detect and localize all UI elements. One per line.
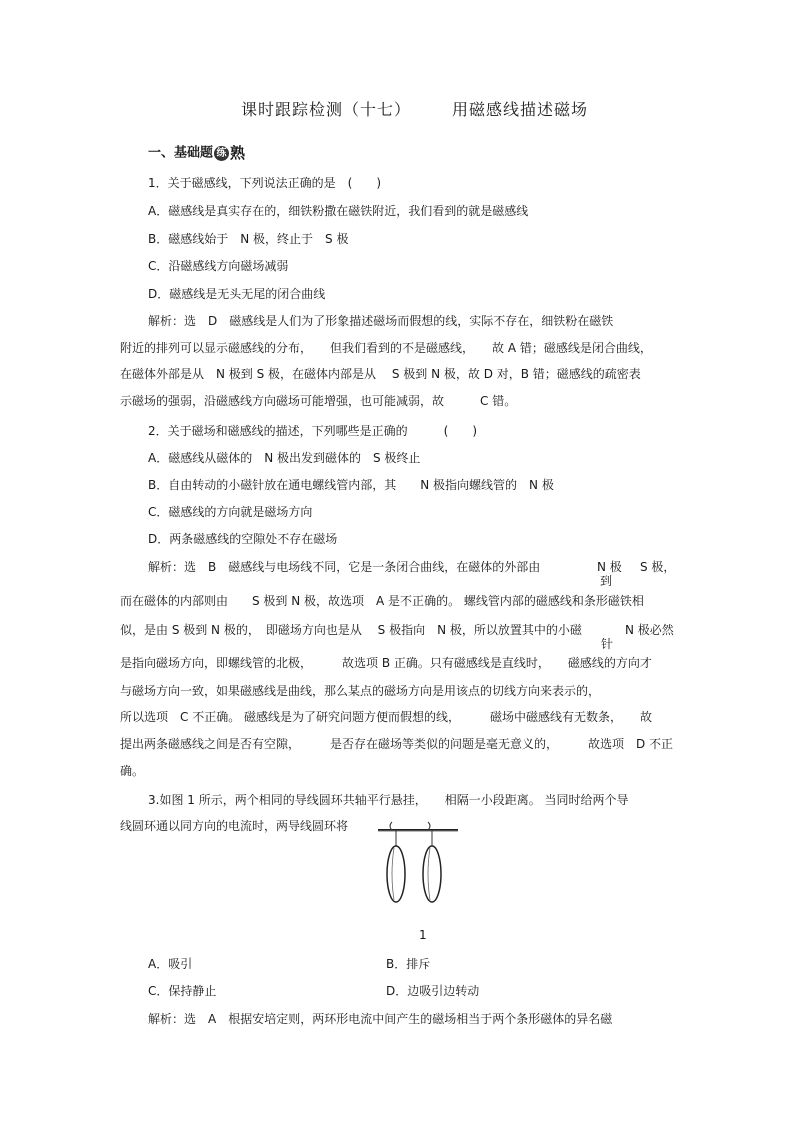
q3-explanation-1: 解析：选 A 根据安培定则，两环形电流中间产生的磁场相当于两个条形磁体的异名磁 xyxy=(148,1012,613,1026)
q2-explanation-6: 所以选项 C 不正确。 磁感线是为了研究问题方便而假想的线， 磁场中磁感线有无数条， 故 xyxy=(120,710,653,724)
two-hanging-coils-figure xyxy=(370,818,470,908)
q3-stem-1: 3.如图 1 所示，两个相同的导线圆环共轴平行悬挂， 相隔一小段距离。 当同时给两个导 xyxy=(148,793,629,807)
q1-stem: 1．关于磁感线，下列说法正确的是 ( ) xyxy=(148,176,381,190)
q2-explanation-3b: 针 xyxy=(601,637,614,651)
q2-option-c: C．磁感线的方向就是磁场方向 xyxy=(148,505,313,519)
q1-option-c: C．沿磁感线方向磁场减弱 xyxy=(148,259,289,273)
section-label: 一、基础题 xyxy=(148,145,214,161)
section-badge: 练 xyxy=(214,146,229,161)
q3-option-c: C．保持静止 xyxy=(148,984,217,998)
q2-explanation-1a: 解析：选 B 磁感线与电场线不同，它是一条闭合曲线，在磁体的外部由 xyxy=(148,560,541,574)
q2-option-b: B．自由转动的小磁针放在通电螺线管内部，其 N 极指向螺线管的 N 极 xyxy=(148,478,554,492)
page-title: 课时跟踪检测（十七） xyxy=(241,100,412,119)
right-hanger-bracket xyxy=(428,822,430,830)
q2-explanation-8: 确。 xyxy=(120,764,145,778)
q2-explanation-5: 与磁场方向一致，如果磁感线是曲线，那么某点的磁场方向是用该点的切线方向来表示的， xyxy=(120,684,601,698)
q2-explanation-3c: N 极必然 xyxy=(625,623,674,637)
figure-label: 1 xyxy=(419,928,427,942)
right-coil-inner-wire xyxy=(428,848,430,900)
q2-explanation-3a: 似，是由 S 极到 N 极的， 即磁场方向也是从 S 极指向 N 极，所以放置其中的小磁 xyxy=(120,623,582,637)
left-coil-inner-wire xyxy=(392,848,394,900)
q1-option-a: A．磁感线是真实存在的，细铁粉撒在磁铁附近，我们看到的就是磁感线 xyxy=(148,204,529,218)
left-coil xyxy=(387,846,405,902)
q2-explanation-2: 而在磁体的内部则由 S 极到 N 极，故选项 A 是不正确的。 螺线管内部的磁感线和条形磁铁相 xyxy=(120,594,644,608)
q2-option-d: D．两条磁感线的空隙处不存在磁场 xyxy=(148,532,338,546)
q1-explanation-4: 示磁场的强弱，沿磁感线方向磁场可能增强，也可能减弱，故 C 错。 xyxy=(120,394,517,408)
q3-stem-2: 线圆环通以同方向的电流时，两导线圆环将 xyxy=(120,819,349,833)
q1-explanation-3: 在磁体外部是从 N 极到 S 极，在磁体内部是从 S 极到 N 极，故 D 对，B 错；磁感线的疏密表 xyxy=(120,367,641,381)
q1-explanation-2: 附近的排列可以显示磁感线的分布， 但我们看到的不是磁感线， 故 A 错；磁感线是闭合曲线， xyxy=(120,341,652,355)
q3-option-d: D．边吸引边转动 xyxy=(386,984,480,998)
q2-option-a: A．磁感线从磁体的 N 极出发到磁体的 S 极终止 xyxy=(148,451,421,465)
q1-option-d: D．磁感线是无头无尾的闭合曲线 xyxy=(148,287,326,301)
q3-option-a: A．吸引 xyxy=(148,957,193,971)
section-heading xyxy=(148,145,245,162)
q1-explanation-1: 解析：选 D 磁感线是人们为了形象描述磁场而假想的线，实际不存在，细铁粉在磁铁 xyxy=(148,314,614,328)
right-coil xyxy=(423,846,441,902)
q2-explanation-4: 是指向磁场方向，即螺线管的北极， 故选项 B 正确。只有磁感线是直线时， 磁感线的方向才 xyxy=(120,656,652,670)
q2-explanation-1b: N 极 xyxy=(597,560,622,574)
q1-option-b: B．磁感线始于 N 极，终止于 S 极 xyxy=(148,232,349,246)
page-subtitle: 用磁感线描述磁场 xyxy=(452,100,589,119)
q2-stem: 2．关于磁场和磁感线的描述，下列哪些是正确的 ( ) xyxy=(148,424,478,438)
section-big-char: 熟 xyxy=(230,144,246,162)
q2-explanation-7: 提出两条磁感线之间是否有空隙， 是否存在磁场等类似的问题是毫无意义的， 故选项 D 不正 xyxy=(120,737,674,751)
q3-option-b: B．排斥 xyxy=(386,957,431,971)
q2-explanation-1c: 到 xyxy=(600,574,613,588)
left-hanger-bracket xyxy=(390,822,392,830)
q2-explanation-1d: S 极， xyxy=(640,560,676,574)
